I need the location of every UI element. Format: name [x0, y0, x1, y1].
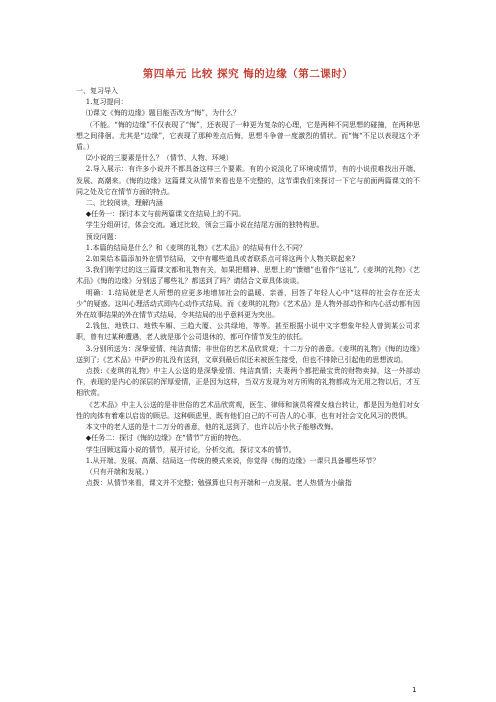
paragraph: 二、比较阅读，理解内涵 — [85, 199, 163, 208]
page-title: 第四单元 比较 探究 悔的边缘（第二课时） — [142, 68, 354, 80]
paragraph: 2.导入展示：有许多小说并不都具备这样三个要素。有的小说淡化了环境或情节，有的小说很难找出开端、发展、高潮来。《悔的边缘》这篇课文从情节来看也是不完整的，这节课我们来探讨一下它与前面两篇课文的不同之处及它在情节方面的特点。 — [76, 165, 420, 196]
paragraph: 明确：1.结局就是老人所想的应更多地增加社会的温暖、亲善，回答了年轻人心中“这样的社会存在还太少”的疑惑。这叫心理活动式即内心动作式结局。而《麦琪的礼物》《艺术品》是人物外部动作和内心活动都有因外在故事结果的外在情节式结局，令其结局的出乎意料更为突出。 — [76, 288, 420, 320]
paragraph: 点拨：从情节来看，课文并不完整；勉强算也只有开端和一点发展。老人热情为小偷指 — [85, 479, 352, 488]
paragraph: ⑵小说的三要素是什么？（情节、人物、环境） — [85, 154, 233, 163]
document-body — [76, 86, 420, 489]
paragraph: 点拨:《麦琪的礼物》中主人公送的是深挚爱情、纯洁真情；夫妻两个都把最宝贵的财物卖掉，这一外部动作，表现的是内心的深层的浑厚爱情，正是因为这样，当双方发现为对方所购的礼物都成为无用之物以后，才互相欣赏。 — [76, 367, 420, 398]
paragraph: （不能。“悔的边缘”不仅表现了“悔”，还表现了一种更为复杂的心理，它是两种不同思想的碰撞，在两种思想之间徘徊。尤其是“边缘”，它表现了那种差点后悔，思想斗争曾一度激烈的情状。而“悔“不足以表现这个矛盾。） — [76, 120, 420, 152]
paragraph: 2.钱包、地铁口、地铁车厢、三趋大厦、公共绿地，等等。甚至根据小说中文字想象年轻人曾到某公司求职，曾有过某种遭遇，老人就是那个公司退休的，都可作情节发生的依托。 — [76, 322, 420, 342]
paragraph: 1.本篇的结局是什么？和《麦琪的礼物》《艺术品》的结局有什么不同？ — [85, 243, 306, 252]
paragraph: 学生分组研讨，体会交流。通过比较，领会三篇小说在结尾方面的独特构思。 — [85, 221, 324, 230]
paragraph: 3.分别所送为：深挚爱情、纯洁真情；非世俗的艺术品欣赏观；十二万分的善意。《麦琪的礼物》《悔的边缘》送到了;《艺术品》中萨沙的礼没有送到，文章到最后似还未被医生接受，但也不排除已引起他的思想波动。 — [76, 344, 420, 364]
paragraph: 1.复习提问： — [85, 98, 128, 107]
paragraph: 2.如果给本篇添加外在情节结局，文中有哪些道具或者联系点可将这两个人物关联起来? — [85, 255, 356, 264]
paragraph: （只有开端和发展。） — [85, 467, 153, 476]
paragraph: 《艺术品》中主人公送的是非世俗的艺术品欣赏观，医生、律师和演员将裸女烛台转让，都是因为他们对女性的肉体有着难以启齿的顾忌。这种顾虑里，既有他们自己的不可告人的心事，也有对社会文化风习的畏惧。 — [76, 400, 420, 420]
paragraph: ◆任务二：探讨《悔的边缘》在“情节”方面的特色。 — [85, 434, 246, 443]
paragraph: 学生回顾这篇小说的情节，展开讨论，分析交流，探讨文本的情节。 — [85, 445, 296, 454]
page-number: 1 — [412, 686, 417, 694]
paragraph: 3.我们刚学过的这三篇课文都和礼物有关，如果把精神、思想上的“馈赠”也看作“送礼”,《麦琪的礼物》《艺术品》《悔的边缘》分别送了哪些礼？都送到了吗？请结合文章具体谈谈。 — [76, 266, 420, 286]
paragraph: 1.从开端、发展、高潮、结局这一传统的模式来说，你觉得《悔的边缘》一课只具备哪些环节？ — [85, 456, 380, 465]
paragraph: 本文中的老人送的是十二万分的善意，他的礼送到了，也许以后小伙子能够改悔。 — [85, 423, 338, 432]
paragraph: 预设问题： — [85, 232, 121, 241]
paragraph: ⑴课文《悔的边缘》题目能否改为“悔”，为什么？ — [85, 109, 240, 118]
paragraph: ◆任务一：探讨本文与前两篇课文在结局上的不同。 — [85, 210, 246, 219]
paragraph: 一、复习导入 — [76, 87, 118, 95]
